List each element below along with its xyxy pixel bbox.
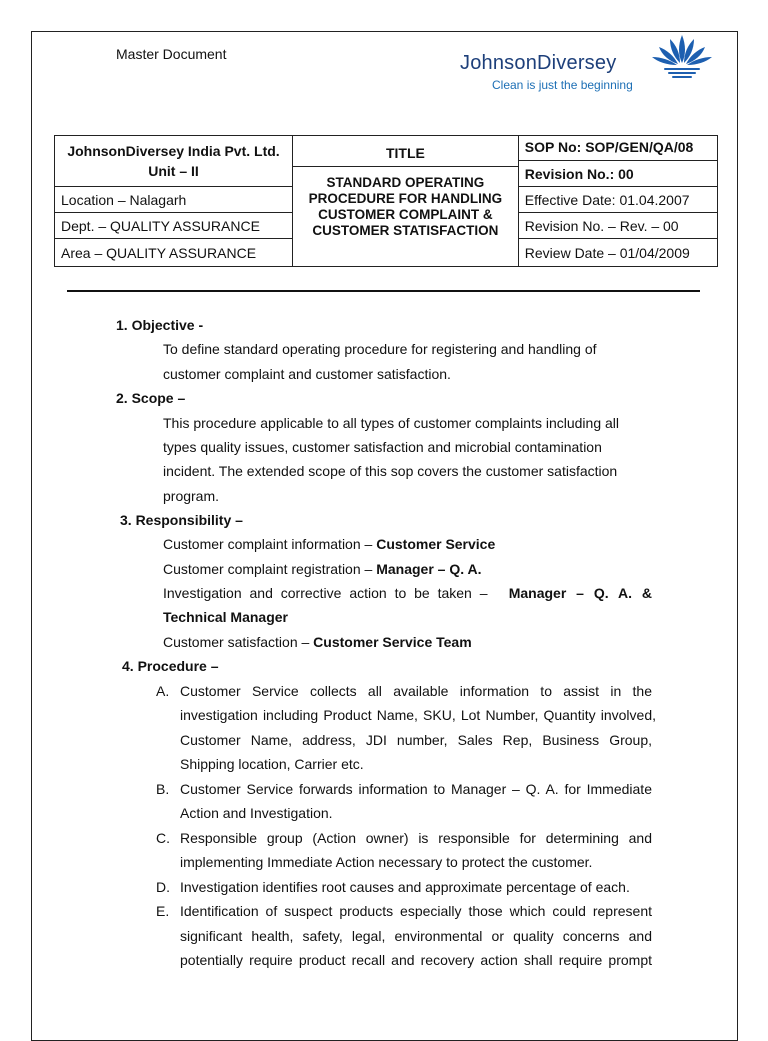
procedure-line: investigation including Product Name, SKU, Lot Number, Quantity involved,: [180, 707, 656, 723]
scope-line: This procedure applicable to all types of customer complaints including all: [163, 415, 620, 431]
responsibility-item: [163, 536, 495, 552]
title-cell: [293, 136, 519, 267]
responsibility-heading: 3. Responsibility –: [120, 512, 243, 528]
location-cell: Location – Nalagarh: [55, 187, 293, 213]
company-name: JohnsonDiversey India Pvt. Ltd.: [67, 143, 280, 159]
dept-cell: Dept. – QUALITY ASSURANCE: [55, 213, 293, 239]
master-document-label: Master Document: [116, 46, 227, 62]
sop-number: SOP No: SOP/GEN/QA/08: [519, 136, 717, 161]
responsibility-text: Customer complaint registration –: [163, 561, 377, 577]
brand-logo: [460, 33, 720, 103]
procedure-line: Action and Investigation.: [180, 805, 333, 821]
responsibility-item: [163, 634, 472, 650]
procedure-line: Customer Name, address, JDI number, Sales Rep, Business Group,: [180, 732, 652, 748]
responsibility-item: [163, 585, 652, 601]
brand-tagline: Clean is just the beginning: [492, 78, 633, 92]
responsibility-item: [163, 561, 482, 577]
lotus-icon: [650, 33, 714, 83]
area-cell: Area – QUALITY ASSURANCE: [55, 239, 293, 267]
responsibility-item: [163, 609, 288, 625]
effective-date-cell: Effective Date: 01.04.2007: [518, 187, 717, 213]
responsibility-owner: Technical Manager: [163, 609, 289, 625]
procedure-line: Responsible group (Action owner) is responsible for determining and: [180, 830, 652, 846]
objective-line: To define standard operating procedure for registering and handling of: [163, 341, 597, 357]
procedure-marker: C.: [156, 830, 170, 846]
responsibility-text: Customer satisfaction –: [163, 634, 314, 650]
sop-cell: [518, 136, 717, 187]
procedure-line: significant health, safety, legal, environmental or quality concerns and: [180, 928, 652, 944]
procedure-line: implementing Immediate Action necessary to protect the customer.: [180, 854, 593, 870]
procedure-heading: 4. Procedure –: [122, 658, 219, 674]
responsibility-owner: Customer Service Team: [313, 634, 472, 650]
brand-name: JohnsonDiversey: [460, 52, 617, 74]
procedure-marker: D.: [156, 879, 170, 895]
procedure-line: Identification of suspect products especially those which could represent: [180, 903, 652, 919]
procedure-line: potentially require product recall and recovery action shall require prompt: [180, 952, 652, 968]
procedure-marker: E.: [156, 903, 170, 919]
procedure-line: Shipping location, Carrier etc.: [180, 756, 364, 772]
divider: [67, 290, 700, 292]
objective-line: customer complaint and customer satisfaction.: [163, 366, 451, 382]
responsibility-owner: Customer Service: [376, 536, 496, 552]
scope-line: types quality issues, customer satisfaction and microbial contamination: [163, 439, 602, 455]
scope-line: incident. The extended scope of this sop covers the customer satisfaction: [163, 463, 618, 479]
responsibility-text: Investigation and corrective action to be taken –: [163, 585, 488, 601]
responsibility-text: Customer complaint information –: [163, 536, 377, 552]
procedure-line: Customer Service forwards information to Manager – Q. A. for Immediate: [180, 781, 652, 797]
review-date-cell: Review Date – 01/04/2009: [518, 239, 717, 267]
procedure-line: Customer Service collects all available information to assist in the: [180, 683, 652, 699]
document-info-table: [54, 135, 718, 267]
responsibility-owner: Manager – Q. A. &: [508, 585, 652, 601]
title-label: TITLE: [293, 142, 518, 167]
objective-heading: 1. Objective -: [116, 317, 204, 333]
revision-rev-cell: Revision No. – Rev. – 00: [518, 213, 717, 239]
responsibility-owner: Manager – Q. A.: [376, 561, 482, 577]
scope-heading: 2. Scope –: [116, 390, 186, 406]
unit-label: Unit – II: [148, 163, 199, 179]
company-cell: [55, 136, 293, 187]
revision-number: Revision No.: 00: [524, 166, 634, 182]
procedure-marker: B.: [156, 781, 170, 797]
scope-line: program.: [163, 488, 220, 504]
procedure-line: Investigation identifies root causes and approximate percentage of each.: [180, 879, 630, 895]
title-value: STANDARD OPERATING PROCEDURE FOR HANDLING CUSTOMER COMPLAINT & CUSTOMER STATISFACTION: [308, 175, 503, 238]
procedure-marker: A.: [156, 683, 170, 699]
